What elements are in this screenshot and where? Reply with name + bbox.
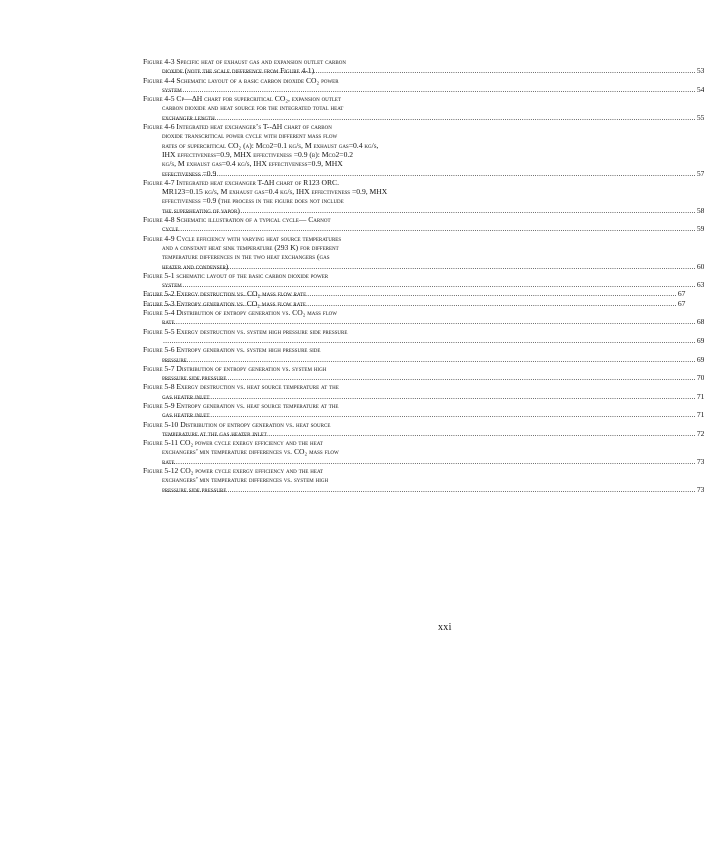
toc-page-number: 71: [696, 410, 704, 420]
toc-entry-line: system ..... 54: [143, 85, 455, 94]
toc-entry-line: [143, 364, 455, 373]
toc-page-number: 69: [696, 354, 704, 364]
toc-entry-text: Figure 5-11 CO₂ power cycle exergy efficiency and the heat: [143, 438, 323, 448]
dot-leader: [163, 317, 696, 326]
toc-entry-text: Figure 4-7 Integrated heat exchanger T-ΔH chart of R123 ORC.: [143, 177, 339, 187]
toc-entry-line: [143, 187, 455, 196]
toc-entry-line: rate ..... 68: [143, 317, 455, 326]
toc-entry-line: pressure ..... 69: [143, 355, 455, 364]
toc-entry-line: [143, 122, 455, 131]
dot-leader: [163, 262, 696, 271]
toc-page-number: 73: [696, 484, 704, 494]
toc-entry[interactable]: [143, 289, 686, 299]
dot-leader: [163, 113, 696, 122]
toc-entry-text: Figure 5-6 Entropy generation vs. system high pressure side: [143, 345, 321, 355]
dot-leader: [163, 169, 696, 178]
toc-entry-line: [143, 57, 455, 66]
toc-entry-text: rates of supercritical CO₂ (a): Mco2=0.1 kg/s, M exhaust gas=0.4 kg/s,: [162, 140, 379, 150]
toc-entry[interactable]: [143, 419, 704, 439]
toc-entry[interactable]: [143, 345, 704, 364]
toc-page-number: 58: [696, 205, 704, 215]
toc-entry-line: [143, 178, 455, 187]
toc-entry-line: [143, 252, 455, 261]
toc-page-number: 70: [696, 373, 704, 383]
toc-page-number: 53: [696, 66, 704, 76]
toc-entry-line: pressure side pressure ..... 70: [143, 373, 455, 382]
toc-entry-text: Figure 5-12 CO₂ power cycle exergy efficiency and the heat: [143, 466, 324, 476]
toc-entry[interactable]: [143, 466, 704, 494]
toc-page-number: 71: [696, 391, 704, 401]
toc-entry-text: Figure 4-6 Integrated heat exchanger’s T--ΔH chart of carbon: [143, 122, 332, 132]
toc-entry-text: carbon dioxide and heat source for the integrated total heat: [162, 103, 344, 113]
toc-entry-line: [143, 438, 455, 447]
toc-entry-text: Figure 5-4 Distribution of entropy generation vs. CO₂ mass flow: [143, 308, 337, 318]
toc-entry-line: [143, 131, 455, 140]
toc-entry-line: [143, 271, 455, 280]
toc-page-number: 67: [677, 289, 686, 299]
toc-entry-text: Figure 5-5 Exergy destruction vs. system high pressure side pressure: [143, 326, 348, 336]
toc-entry-line: the superheating of vapor) ..... 58: [143, 206, 455, 215]
dot-leader: [163, 429, 696, 438]
toc-entry-line: [143, 103, 455, 112]
toc-entry[interactable]: [143, 94, 704, 122]
toc-entry-text: Figure 4-4 Schematic layout of a basic carbon dioxide CO₂ power: [143, 75, 339, 85]
toc-page-number: 63: [696, 280, 704, 290]
toc-page-number: 67: [677, 298, 686, 308]
toc-entry-text: temperature differences in the two heat exchangers (gas: [162, 252, 330, 262]
dot-leader: [163, 485, 696, 494]
toc-entry-line: dioxide (note the scale difference from Figure 4-1) ..... 53: [143, 66, 455, 75]
toc-entry[interactable]: [143, 363, 704, 383]
toc-entry-text: Figure 4-3 Specific heat of exhaust gas and expansion outlet carbon: [143, 57, 346, 66]
toc-entry-line: temperature at the gas heater inlet ..... 72: [143, 429, 455, 438]
toc-page-number: 54: [696, 84, 704, 94]
toc-entry-line: effectiveness =0.9 ..... 57: [143, 169, 455, 178]
toc-entry-line: [143, 215, 455, 224]
page-number: xxi: [438, 622, 452, 633]
dot-leader: [163, 85, 696, 94]
toc-entry-text: Figure 4-9 Cycle efficiency with varying heat source temperatures: [143, 233, 342, 243]
toc-entry[interactable]: [143, 122, 704, 178]
toc-entry-line: [143, 345, 455, 354]
toc-entry-line: [143, 401, 455, 410]
toc-entry[interactable]: [143, 382, 704, 401]
toc-entry-line: [143, 76, 455, 85]
toc-entry-text: and a constant heat sink temperature (293 K) for different: [162, 242, 339, 252]
toc-entry-line: [143, 159, 455, 168]
toc-entry-line: gas heater inlet ..... 71: [143, 410, 455, 419]
toc-entry-line: heater and condenser) ..... 60: [143, 262, 455, 271]
toc-entry[interactable]: [143, 400, 704, 420]
toc-entry[interactable]: [143, 298, 686, 308]
toc-entry-line: gas heater inlet ..... 71: [143, 392, 455, 401]
toc-page-number: 59: [696, 224, 704, 234]
toc-entry-line: Figure 5-3 Entropy generation vs. CO₂ mass flow rate ..... 67: [143, 299, 455, 308]
toc-page-number: 60: [696, 261, 704, 271]
dot-leader: [163, 392, 696, 401]
toc-entry-line: Figure 5-2 Exergy destruction vs. CO₂ mass flow rate ..... 67: [143, 289, 455, 298]
toc-entry-line: [143, 150, 455, 159]
toc-entry-text: kg/s, M exhaust gas=0.4 kg/s, IHX effectiveness=0.9, MHX: [162, 159, 343, 169]
toc-entry-line: [143, 466, 455, 475]
dot-leader: [163, 457, 696, 466]
toc-entry-text: IHX effectiveness=0.9, MHX effectiveness =0.9 (b): Mco2=0.2: [162, 149, 354, 159]
toc-entry-line: rate ..... 73: [143, 457, 455, 466]
list-of-figures: [143, 57, 704, 494]
toc-entry-text: exchangers’ min temperature differences vs. system high: [162, 475, 329, 485]
dot-leader: [163, 66, 696, 75]
toc-page-number: 57: [696, 168, 704, 178]
toc-page-number: 69: [696, 335, 704, 345]
toc-entry-line: [143, 234, 455, 243]
toc-entry-line: cycle ..... 59: [143, 224, 455, 233]
toc-entry-text: MR123=0.15 kg/s, M exhaust gas=0.4 kg/s, IHX effectiveness =0.9, MHX: [162, 187, 388, 197]
toc-entry-text: effectiveness =0.9 (the process in the figure does not include: [162, 196, 344, 206]
dot-leader: [163, 224, 696, 233]
dot-leader: [144, 289, 677, 298]
toc-entry[interactable]: [143, 75, 704, 95]
toc-entry-line: [143, 243, 455, 252]
toc-entry-text: Figure 5-10 Distribution of entropy generation vs. heat source: [143, 419, 331, 429]
toc-entry-text: Figure 5-9 Entropy generation vs. heat source temperature at the: [143, 400, 339, 410]
toc-entry-line: [143, 335, 704, 345]
dot-leader: [163, 410, 696, 419]
toc-entry-text: Figure 5-7 Distribution of entropy generation vs. system high: [143, 363, 327, 373]
toc-entry-line: [143, 475, 455, 484]
toc-entry[interactable]: [143, 233, 704, 271]
toc-page-number: 73: [696, 456, 704, 466]
dot-leader: [163, 336, 696, 345]
toc-page-number: 68: [696, 317, 704, 327]
toc-entry-line: [143, 94, 455, 103]
dot-leader: [163, 373, 696, 382]
toc-entry-line: system ..... 63: [143, 280, 455, 289]
toc-entry-line: [143, 447, 455, 456]
toc-entry-line: [143, 141, 455, 150]
toc-entry-line: exchanger length ..... 55: [143, 113, 455, 122]
toc-entry[interactable]: [143, 215, 704, 234]
toc-entry[interactable]: [143, 57, 704, 76]
toc-page-number: 55: [696, 112, 704, 122]
toc-entry-text: Figure 5-8 Exergy destruction vs. heat source temperature at the: [143, 382, 339, 392]
dot-leader: [163, 355, 696, 364]
toc-entry-text: exchangers’ min temperature differences vs. CO₂ mass flow: [162, 447, 339, 457]
toc-entry-line: [143, 382, 455, 391]
toc-entry-text: Figure 4-5 Cp—ΔH chart for supercritical CO₂, expansion outlet: [143, 94, 342, 104]
toc-entry-line: [143, 420, 455, 429]
toc-page-number: 72: [696, 428, 704, 438]
dot-leader: [163, 206, 696, 215]
toc-entry[interactable]: [143, 177, 704, 215]
dot-leader: [163, 280, 696, 289]
toc-entry-text: Figure 5-1 schematic layout of the basic carbon dioxide power: [143, 270, 329, 280]
toc-entry[interactable]: [143, 308, 704, 327]
toc-entry-text: dioxide transcritical power cycle with different mass flow: [162, 131, 338, 141]
toc-entry[interactable]: [143, 438, 704, 466]
toc-entry-line: [143, 327, 455, 336]
toc-entry-line: [143, 308, 455, 317]
dot-leader: [144, 299, 677, 308]
toc-entry[interactable]: [143, 326, 704, 346]
toc-entry-line: pressure side pressure ..... 73: [143, 485, 455, 494]
toc-entry[interactable]: [143, 270, 704, 290]
toc-entry-text: Figure 4-8 Schematic illustration of a typical cycle— Carnot: [143, 215, 331, 225]
toc-entry-line: [143, 196, 455, 205]
